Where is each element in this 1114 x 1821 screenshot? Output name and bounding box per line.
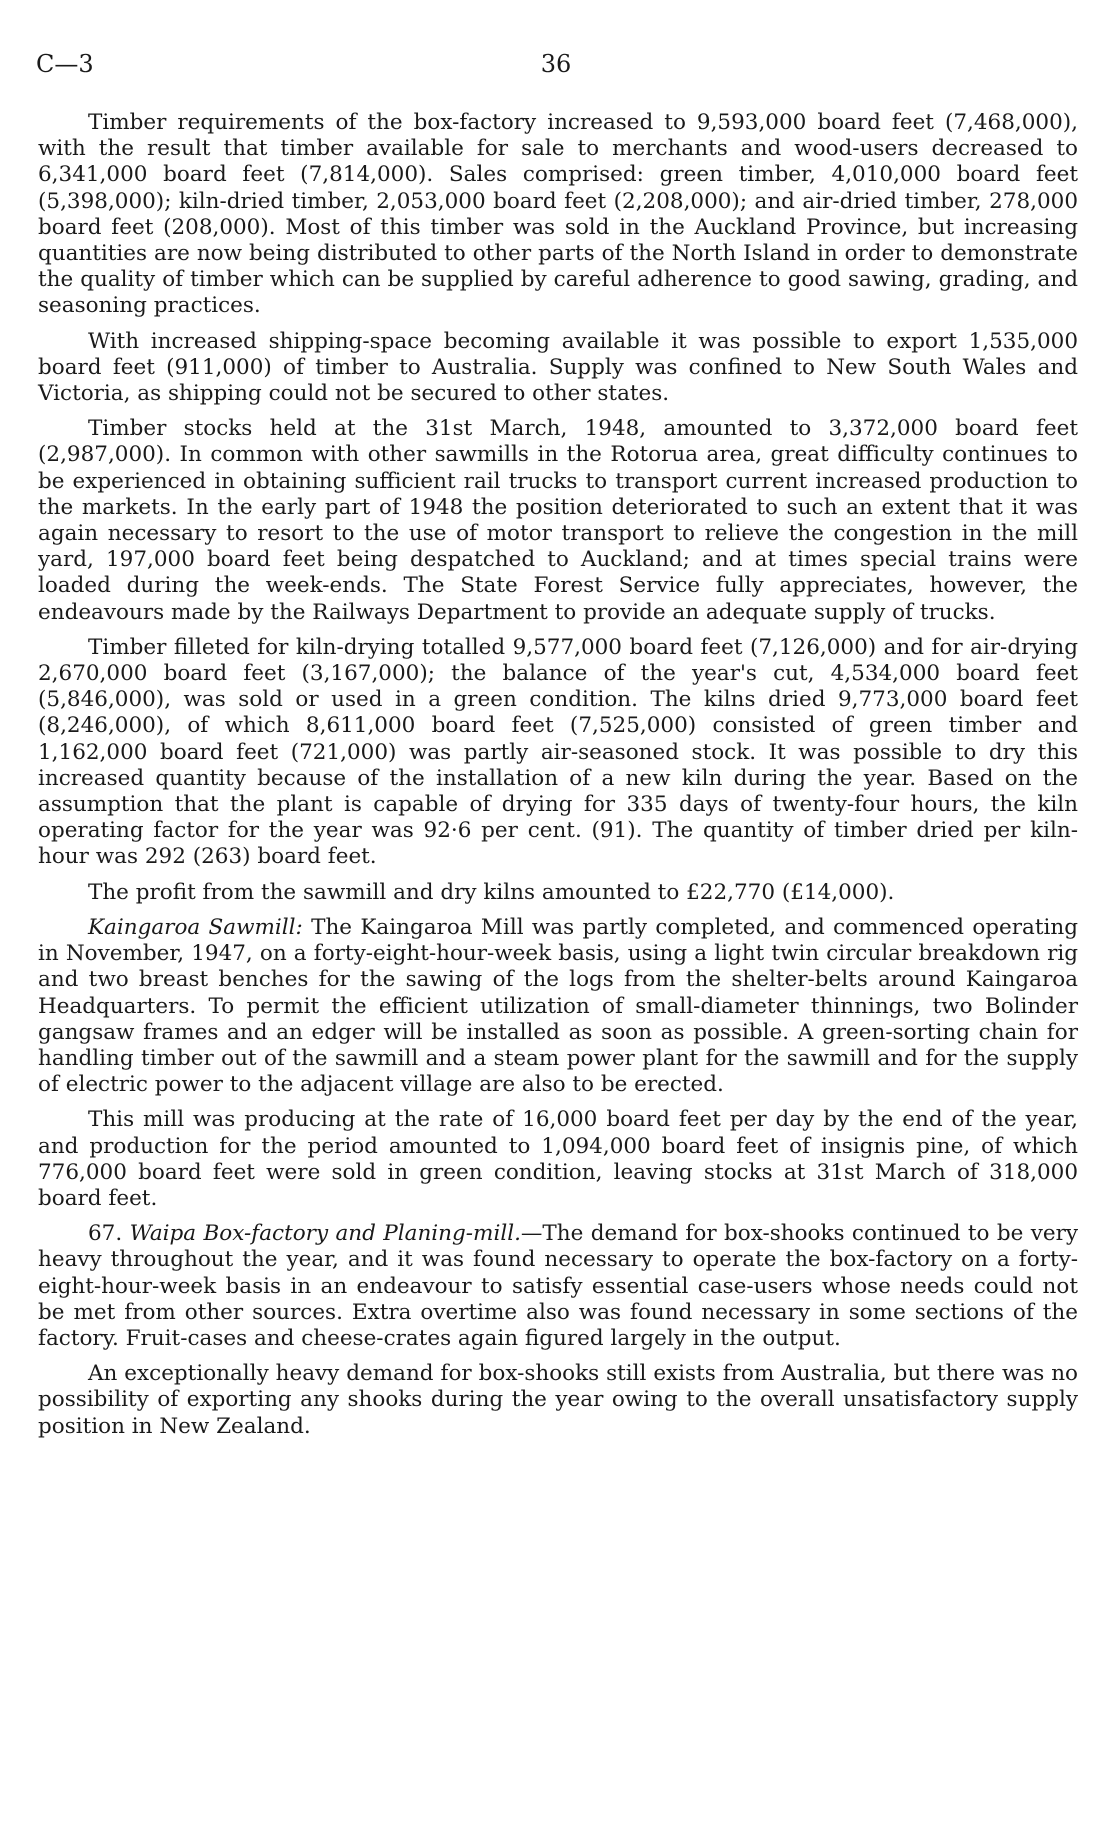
paragraph-lead-heading: Kaingaroa Sawmill: [88,914,303,940]
paragraph-text: Timber requirements of the box-factory increased to 9,593,000 board feet (7,468,000), with the result that timber available for sale to merchants and wood-users decreased to 6,341,000 board feet (7,814,000). Sales comprised: green timber, 4,010,000 board feet (5,398,000); kiln-dried timber, 2,053,000 board feet (2,208,000); and air-dried timber, 278,000 board feet (208,000). Most of this timber was sold in the Auckland Province, but increasing quantities are now being distributed to other parts of the North Island in order to demonstrate the quality of timber which can be supplied by careful adherence to good sawing, grading, and seasoning practices. [38,110,1078,319]
paragraph-text: Timber stocks held at the 31st March, 1948, amounted to 3,372,000 board feet (2,987,000). In common with other sawmills in the Rotorua area, great difficulty continues to be experienced in obtaining sufficient rail trucks to transport current increased production to the markets. In the early part of 1948 the position deteriorated to such an extent that it was again necessary to resort to the use of motor transport to relieve the congestion in the mill yard, 197,000 board feet being despatched to Auckland; and at times special trains were loaded during the week-ends. The State Forest Service fully appreciates, however, the endeavours made by the Railways Department to provide an adequate supply of trucks. [38,416,1078,625]
section-number: 67. [88,1221,123,1247]
paragraph-text: —The demand for box-shooks continued to be very heavy throughout the year, and it was found necessary to operate the box-factory on a forty-eight-hour-week basis in an endeavour to satisfy essential case-users whose needs could not be met from other sources. Extra overtime also was found necessary in some sections of the factory. Fruit-cases and cheese-crates again figured largely in the output. [38,1221,1079,1351]
page-number: 36 [540,50,572,78]
document-reference: C—3 [36,50,94,78]
paragraph-lead-heading: Waipa Box-factory and Planing-mill. [129,1221,521,1247]
paragraph-kiln-drying [38,635,1078,871]
body-text [38,110,1078,1449]
page-header [36,50,1076,90]
paragraph-mill-production [38,1107,1078,1212]
paragraph-text: The profit from the sawmill and dry kilns amounted to £22,770 (£14,000). [88,879,895,905]
paragraph-text: With increased shipping-space becoming available it was possible to export 1,535,000 board feet (911,000) of timber to Australia. Supply was confined to New South Wales and Victoria, as shipping could not be secured to other states. [38,328,1078,407]
paragraph-profit [38,880,1078,906]
paragraph-waipa-box-factory [38,1221,1078,1352]
paragraph-kaingaroa-sawmill [38,915,1078,1098]
paragraph-box-factory-requirements [38,110,1078,320]
paragraph-text: This mill was producing at the rate of 16,000 board feet per day by the end of the year, and production for the period amounted to 1,094,000 board feet of insignis pine, of which 776,000 board feet were sold in green condition, leaving stocks at 31st March of 318,000 board feet. [38,1107,1078,1211]
paragraph-timber-stocks [38,416,1078,626]
paragraph-export-australia [38,329,1078,408]
paragraph-text: Timber filleted for kiln-drying totalled 9,577,000 board feet (7,126,000) and for air-drying 2,670,000 board feet (3,167,000); the balance of the year's cut, 4,534,000 board feet (5,846,000), was sold or used in a green condition. The kilns dried 9,773,000 board feet (8,246,000), of which 8,611,000 board feet (7,525,000) consisted of green timber and 1,162,000 board feet (721,000) was partly air-seasoned stock. It was possible to dry this increased quantity because of the installation of a new kiln during the year. Based on the assumption that the plant is capable of drying for 335 days of twenty-four hours, the kiln operating factor for the year was 92·6 per cent. (91). The quantity of timber dried per kiln-hour was 292 (263) board feet. [38,634,1078,870]
paragraph-text: The Kaingaroa Mill was partly completed, and commenced operating in November, 1947, on a forty-eight-hour-week basis, using a light twin circular breakdown rig and two breast benches for the sawing of the logs from the shelter-belts around Kaingaroa Headquarters. To permit the efficient utilization of small-diameter thinnings, two Bolinder gangsaw frames and an edger will be installed as soon as possible. A green-sorting chain for handling timber out of the sawmill and a steam power plant for the sawmill and for the supply of electric power to the adjacent village are also to be erected. [38,914,1078,1098]
paragraph-text: An exceptionally heavy demand for box-shooks still exists from Australia, but there was no possibility of exporting any shooks during the year owing to the overall unsatisfactory supply position in New Zealand. [38,1361,1078,1439]
paragraph-australia-demand [38,1361,1078,1440]
